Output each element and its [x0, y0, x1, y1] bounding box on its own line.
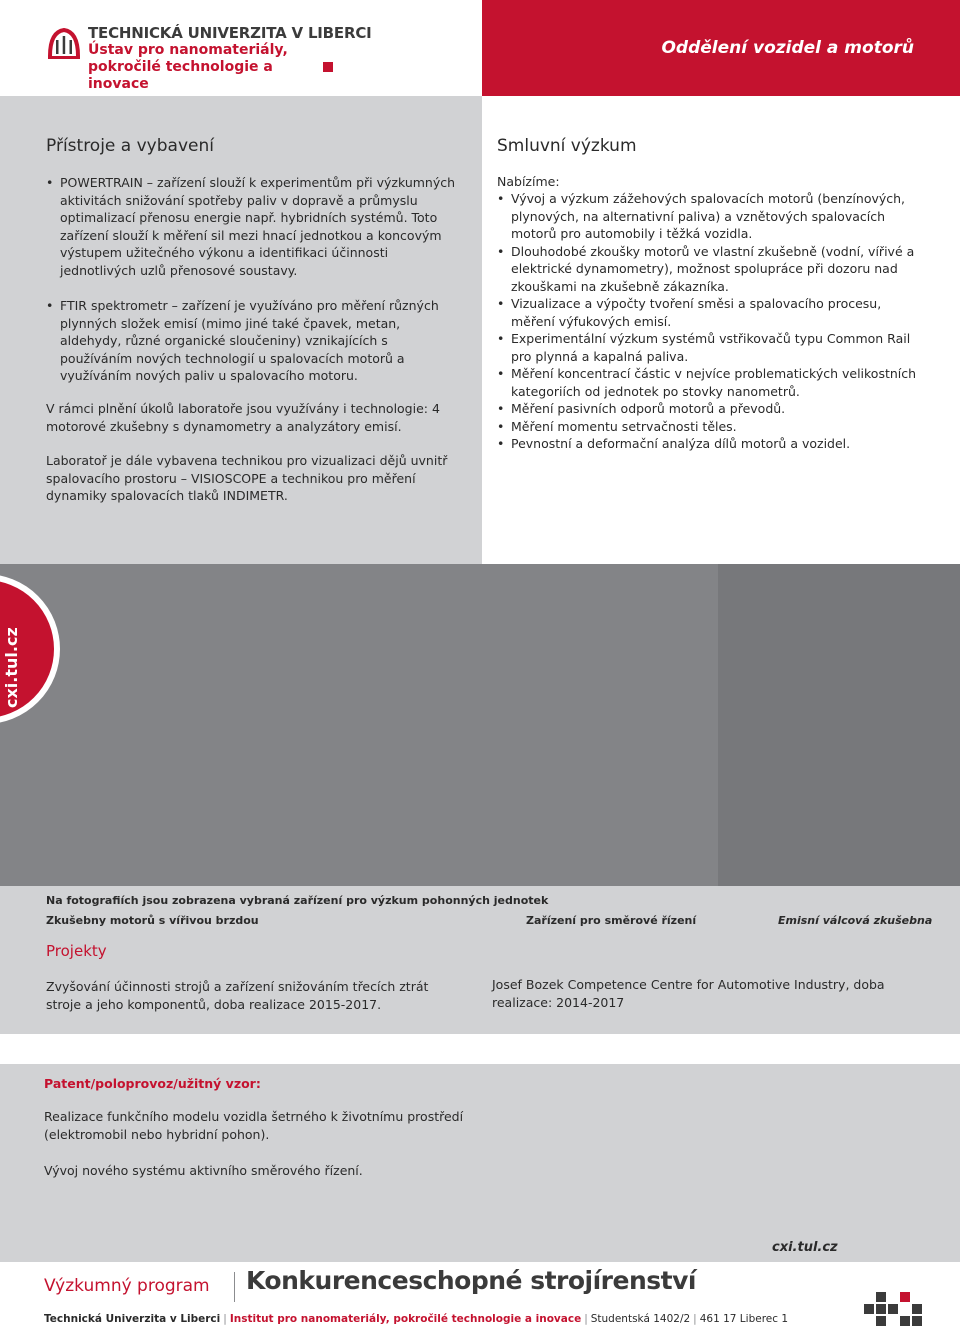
footer-url-link[interactable]: cxi.tul.cz: [772, 1240, 838, 1255]
photo-caption-main: Na fotografiích jsou zobrazena vybraná zařízení pro výzkum pohonných jednotek: [46, 894, 549, 907]
photo-caption-3: Emisní válcová zkušebna: [778, 914, 933, 927]
list-item: • Měření koncentrací částic v nejvíce problematických velikostních kategoriích od jednotek po stovky nanometrů.: [497, 365, 927, 400]
equipment-paragraph-2: Laboratoř je dále vybavena technikou pro vizualizaci dějů uvnitř spalovacího prostoru – VISIOSCOPE a technikou pro měření dynamiky spalovacích tlaků INDIMETR.: [46, 453, 448, 503]
list-item: • Pevnostní a deformační analýza dílů motorů a vozidel.: [497, 435, 927, 453]
list-item: • Měření pasivních odporů motorů a převodů.: [497, 400, 927, 418]
list-item: • Dlouhodobé zkoušky motorů ve vlastní zkušebně (vodní, vířivé a elektrické dynamometry), možnost spolupráce při dozoru nad zkouškami na zkušebně zákazníka.: [497, 243, 927, 296]
logo-square-icon: [323, 62, 333, 72]
spacer: [0, 1034, 960, 1064]
contract-title: Smluvní výzkum: [497, 136, 637, 156]
program-name: Konkurenceschopné strojírenství: [246, 1266, 696, 1295]
equipment-list: [46, 174, 458, 385]
department-title: Oddělení vozidel a motorů: [661, 38, 914, 58]
university-logo-icon: [46, 26, 82, 62]
address-city: 461 17 Liberec 1: [699, 1313, 789, 1325]
address-university: Technická Univerzita v Liberci: [44, 1313, 221, 1325]
photo-placeholder-left: [0, 564, 718, 886]
photo-caption-2: Zařízení pro směrové řízení: [526, 914, 697, 927]
footer-address: Technická Univerzita v Liberci | Institut pro nanomateriály, pokročilé technologie a inovace | Studentská 1402/2 | 461 17 Liberec 1: [44, 1313, 789, 1325]
patent-line-2: Vývoj nového systému aktivního směrového řízení.: [44, 1163, 363, 1178]
photo-caption-1: Zkušebny motorů s vířivou brzdou: [46, 914, 259, 927]
contract-intro: Nabízíme:: [497, 174, 560, 189]
equipment-paragraph-1: V rámci plnění úkolů laboratoře jsou využívány i technologie: 4 motorové zkušebny s dynamometry a analyzátory emisí.: [46, 401, 440, 434]
project-right: Josef Bozek Competence Centre for Automotive Industry, doba realizace: 2014-2017: [492, 977, 885, 1010]
address-street: Studentská 1402/2: [590, 1313, 691, 1325]
address-institute: Institut pro nanomateriály, pokročilé technologie a inovace: [229, 1313, 582, 1325]
list-item: • FTIR spektrometr – zařízení je využíváno pro měření různých plynných složek emisí (mimo jiné také čpavek, metan, aldehydy, různé organické sloučeniny) vznikajících s používáním nových technologií u spalovacích motorů a využíváním nových paliv u spalovacího motoru.: [46, 297, 458, 385]
patent-title: Patent/poloprovoz/užitný vzor:: [44, 1076, 261, 1091]
equipment-title: Přístroje a vybavení: [46, 136, 214, 156]
photo-placeholder-right: [718, 564, 960, 886]
pixel-grid-logo-icon: [864, 1290, 926, 1326]
project-left: Zvyšování účinnosti strojů a zařízení snižováním třecích ztrát stroje a jeho komponentů, doba realizace 2015-2017.: [46, 979, 429, 1012]
list-item: • Vývoj a výzkum zážehových spalovacích motorů (benzínových, plynových, na alternativní paliva) a vznětových spalovacích motorů pro automobily i těžká vozidla.: [497, 190, 927, 243]
program-label: Výzkumný program: [44, 1276, 210, 1296]
list-item: • Měření momentu setrvačnosti těles.: [497, 418, 927, 436]
contract-list: [497, 190, 927, 453]
projects-title: Projekty: [46, 942, 107, 960]
list-item: • Experimentální výzkum systémů vstřikovačů typu Common Rail pro plynná a kapalná paliva.: [497, 330, 927, 365]
university-name: TECHNICKÁ UNIVERZITA V LIBERCI: [88, 24, 372, 42]
program-divider: [234, 1272, 235, 1302]
patent-line-1: Realizace funkčního modelu vozidla šetrného k životnímu prostředí (elektromobil nebo hybridní pohon).: [44, 1109, 464, 1142]
list-item: • Vizualizace a výpočty tvoření směsi a spalovacího procesu, měření výfukových emisí.: [497, 295, 927, 330]
institute-name: Ústav pro nanomateriály, pokročilé technologie a inovace: [88, 42, 288, 92]
web-badge-text: cxi.tul.cz: [2, 627, 21, 708]
list-item: • POWERTRAIN – zařízení slouží k experimentům při výzkumných aktivitách snižování spotřeby paliv v dopravě a průmyslu optimalizací přenosu energie např. hybridních systémů. Toto zařízení slouží k měření sil mezi hnací jednotkou a koncovým výstupem užitečného výkonu a identifikaci účinnosti jednotlivých uzlů přenosové soustavy.: [46, 174, 458, 279]
